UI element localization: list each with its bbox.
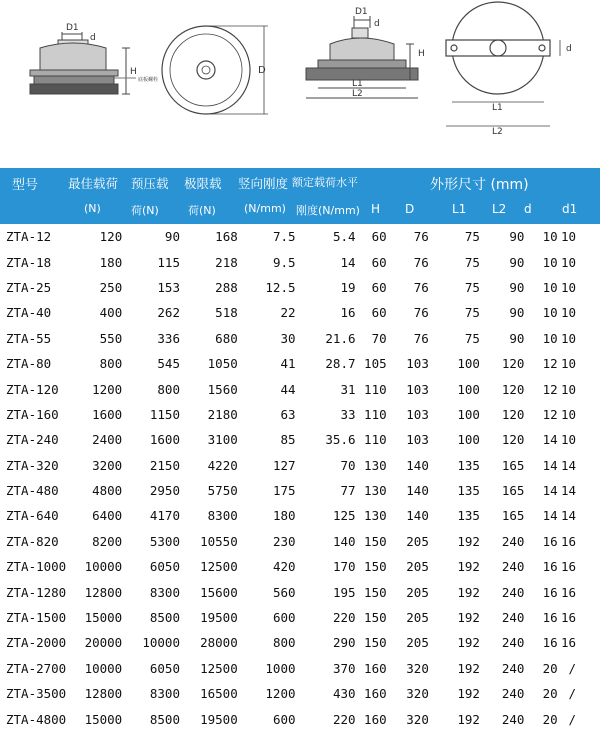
cell-preload: 2950 — [149, 483, 180, 499]
cell-d: 16 — [542, 635, 558, 651]
cell-horiz-stiffness: 31 — [340, 381, 356, 397]
cell-horiz-stiffness: 170 — [332, 559, 356, 575]
cell-h: 160 — [364, 660, 387, 676]
header-preload-unit: 荷(N) — [131, 204, 159, 217]
cell-limit-load: 15600 — [200, 584, 238, 600]
cell-horiz-stiffness: 70 — [340, 457, 356, 473]
cell-horiz-stiffness: 14 — [340, 254, 356, 270]
cell-d1: 16 — [560, 635, 576, 651]
table-row — [0, 224, 600, 249]
cell-l2: 240 — [501, 533, 525, 549]
cell-d1: / — [568, 686, 576, 702]
cell-best-load: 10000 — [84, 559, 123, 575]
cell-l1: 75 — [464, 229, 480, 245]
cell-h: 150 — [364, 610, 387, 626]
cell-d: 10 — [542, 229, 558, 245]
cell-l1: 100 — [457, 432, 480, 448]
cell-limit-load: 19500 — [200, 711, 238, 727]
side-view-1 — [30, 32, 136, 94]
cell-vert-stiffness: 63 — [280, 406, 296, 422]
cell-l1: 192 — [457, 686, 480, 702]
cell-best-load: 12800 — [84, 686, 123, 702]
top-view-2 — [446, 2, 560, 126]
cell-h: 105 — [364, 356, 387, 372]
cell-d-col: 205 — [406, 584, 429, 600]
cell-best-load: 10000 — [84, 660, 123, 676]
cell-l2: 165 — [501, 457, 525, 473]
cell-best-load: 1600 — [92, 406, 123, 422]
table-row — [0, 656, 600, 681]
cell-h: 70 — [371, 330, 387, 346]
header-vert-stiffness-unit: (N/mm) — [244, 202, 286, 215]
cell-d-col: 76 — [413, 279, 429, 295]
cell-h: 150 — [364, 533, 387, 549]
cell-d1: 10 — [560, 254, 576, 270]
header-h: H — [371, 202, 381, 216]
cell-preload: 8300 — [149, 584, 180, 600]
cell-best-load: 180 — [99, 254, 123, 270]
cell-h: 60 — [371, 279, 387, 295]
label-h-2: H — [418, 49, 425, 59]
cell-l2: 240 — [501, 610, 525, 626]
cell-best-load: 550 — [99, 330, 123, 346]
cell-l2: 240 — [501, 559, 525, 575]
cell-d1: 10 — [560, 432, 576, 448]
cell-l2: 165 — [501, 483, 525, 499]
cell-limit-load: 518 — [215, 305, 238, 321]
cell-vert-stiffness: 230 — [272, 533, 296, 549]
cell-vert-stiffness: 560 — [272, 584, 296, 600]
cell-vert-stiffness: 800 — [272, 635, 296, 651]
cell-l2: 240 — [501, 711, 525, 727]
label-l1-4: L1 — [492, 103, 503, 113]
cell-limit-load: 8300 — [207, 508, 238, 524]
cell-model: ZTA-18 — [6, 254, 52, 270]
cell-d1: 10 — [560, 305, 576, 321]
cell-best-load: 12800 — [84, 584, 123, 600]
cell-model: ZTA-80 — [6, 356, 52, 372]
cell-horiz-stiffness: 290 — [332, 635, 356, 651]
cell-h: 110 — [364, 432, 387, 448]
cell-limit-load: 288 — [215, 279, 238, 295]
cell-preload: 6050 — [149, 660, 180, 676]
cell-preload: 1600 — [149, 432, 180, 448]
cell-l2: 240 — [501, 660, 525, 676]
cell-d: 16 — [542, 584, 558, 600]
cell-model: ZTA-120 — [6, 381, 59, 397]
cell-horiz-stiffness: 5.4 — [332, 229, 356, 245]
cell-d: 14 — [542, 483, 558, 499]
table-row — [0, 275, 600, 300]
cell-d1: 14 — [560, 508, 576, 524]
cell-vert-stiffness: 1200 — [265, 686, 296, 702]
cell-horiz-stiffness: 77 — [340, 483, 356, 499]
cell-model: ZTA-1000 — [6, 559, 67, 575]
header-horiz-stiffness-unit: 刚度(N/mm) — [296, 204, 360, 217]
cell-limit-load: 19500 — [200, 610, 238, 626]
cell-d1: 16 — [560, 610, 576, 626]
cell-h: 130 — [364, 483, 387, 499]
cell-d-col: 140 — [406, 508, 429, 524]
cell-d: 12 — [542, 356, 558, 372]
cell-l2: 120 — [501, 381, 525, 397]
cell-h: 130 — [364, 457, 387, 473]
cell-model: ZTA-320 — [6, 457, 59, 473]
header-dims-title: 外形尺寸 (mm) — [430, 177, 529, 193]
table-row — [0, 376, 600, 401]
cell-h: 160 — [364, 686, 387, 702]
header-l1: L1 — [452, 202, 467, 216]
cell-d-col: 140 — [406, 457, 429, 473]
cell-limit-load: 218 — [215, 254, 238, 270]
cell-vert-stiffness: 600 — [272, 711, 296, 727]
header-limit-load-unit: 荷(N) — [188, 204, 216, 217]
cell-preload: 6050 — [149, 559, 180, 575]
cell-preload: 153 — [157, 279, 180, 295]
cell-l1: 192 — [457, 610, 480, 626]
label-d-4: d — [566, 44, 572, 54]
cell-vert-stiffness: 9.5 — [272, 254, 296, 270]
spec-table — [0, 224, 600, 732]
table-row — [0, 453, 600, 478]
table-row — [0, 554, 600, 579]
cell-d: 12 — [542, 406, 558, 422]
table-row — [0, 300, 600, 325]
cell-d1: 10 — [560, 279, 576, 295]
cell-l2: 240 — [501, 584, 525, 600]
cell-l1: 75 — [464, 279, 480, 295]
cell-limit-load: 4220 — [207, 457, 238, 473]
cell-best-load: 250 — [99, 279, 123, 295]
label-note-1: 底板螺栓 — [138, 77, 159, 83]
cell-d1: 16 — [560, 533, 576, 549]
cell-limit-load: 16500 — [200, 686, 238, 702]
cell-horiz-stiffness: 16 — [340, 305, 356, 321]
cell-vert-stiffness: 44 — [280, 381, 296, 397]
cell-d: 20 — [542, 686, 558, 702]
cell-vert-stiffness: 175 — [272, 483, 296, 499]
cell-d1: 10 — [560, 356, 576, 372]
cell-vert-stiffness: 41 — [280, 356, 296, 372]
cell-d: 14 — [542, 508, 558, 524]
cell-l2: 120 — [501, 356, 525, 372]
cell-d: 16 — [542, 610, 558, 626]
cell-l2: 90 — [509, 254, 525, 270]
cell-model: ZTA-480 — [6, 483, 59, 499]
cell-vert-stiffness: 12.5 — [265, 279, 296, 295]
cell-horiz-stiffness: 195 — [332, 584, 356, 600]
cell-horiz-stiffness: 28.7 — [325, 356, 356, 372]
cell-vert-stiffness: 1000 — [265, 660, 296, 676]
cell-vert-stiffness: 30 — [280, 330, 296, 346]
table-row — [0, 605, 600, 630]
cell-d-col: 103 — [406, 356, 429, 372]
cell-l1: 135 — [457, 483, 480, 499]
technical-drawings — [0, 0, 600, 160]
cell-d-col: 76 — [413, 305, 429, 321]
cell-l2: 240 — [501, 686, 525, 702]
cell-d-col: 205 — [406, 533, 429, 549]
table-header — [0, 168, 600, 224]
header-best-load: 最佳载荷 — [68, 176, 119, 191]
label-d1-2: D1 — [355, 7, 368, 17]
cell-d1: 14 — [560, 457, 576, 473]
cell-d: 10 — [542, 279, 558, 295]
cell-preload: 2150 — [149, 457, 180, 473]
cell-l2: 240 — [501, 635, 525, 651]
cell-d1: 10 — [560, 330, 576, 346]
cell-best-load: 2400 — [92, 432, 123, 448]
cell-d: 20 — [542, 660, 558, 676]
cell-preload: 90 — [164, 229, 180, 245]
cell-vert-stiffness: 420 — [272, 559, 296, 575]
cell-d: 10 — [542, 305, 558, 321]
cell-h: 150 — [364, 559, 387, 575]
cell-limit-load: 1560 — [207, 381, 238, 397]
cell-l2: 90 — [509, 279, 525, 295]
label-h-1: H — [130, 67, 137, 77]
cell-d1: / — [568, 660, 576, 676]
cell-model: ZTA-3500 — [6, 686, 67, 702]
header-model: 型号 — [12, 178, 39, 193]
label-d1-1: D1 — [66, 23, 79, 33]
cell-h: 110 — [364, 381, 387, 397]
cell-preload: 4170 — [149, 508, 180, 524]
cell-horiz-stiffness: 430 — [332, 686, 356, 702]
cell-limit-load: 28000 — [200, 635, 238, 651]
cell-l1: 75 — [464, 254, 480, 270]
cell-horiz-stiffness: 220 — [332, 711, 356, 727]
header-l2: L2 — [492, 202, 507, 216]
table-row — [0, 326, 600, 351]
cell-d1: 16 — [560, 584, 576, 600]
header-best-load-unit: (N) — [84, 202, 101, 215]
table-row — [0, 402, 600, 427]
table-row — [0, 503, 600, 528]
cell-best-load: 6400 — [92, 508, 123, 524]
table-row — [0, 529, 600, 554]
header-preload: 预压载 — [131, 176, 169, 191]
cell-model: ZTA-55 — [6, 330, 52, 346]
cell-horiz-stiffness: 220 — [332, 610, 356, 626]
cell-l2: 90 — [509, 330, 525, 346]
cell-l1: 135 — [457, 457, 480, 473]
cell-d1: 10 — [560, 229, 576, 245]
cell-model: ZTA-12 — [6, 229, 52, 245]
cell-d-col: 103 — [406, 406, 429, 422]
header-d: d — [524, 202, 532, 216]
cell-d-col: 76 — [413, 330, 429, 346]
cell-d-col: 320 — [406, 660, 429, 676]
table-row — [0, 249, 600, 274]
header-vert-stiffness: 竖向刚度 — [238, 176, 289, 191]
cell-model: ZTA-2700 — [6, 660, 67, 676]
label-l1-2: L1 — [352, 79, 363, 89]
cell-limit-load: 2180 — [207, 406, 238, 422]
cell-limit-load: 12500 — [200, 559, 238, 575]
cell-d-col: 205 — [406, 610, 429, 626]
header-limit-load: 极限载 — [184, 176, 222, 191]
cell-best-load: 800 — [99, 356, 123, 372]
cell-d1: / — [568, 711, 576, 727]
label-d-1: d — [90, 33, 96, 43]
spec-table-body — [0, 224, 600, 732]
label-l2-4: L2 — [492, 127, 503, 137]
cell-vert-stiffness: 85 — [280, 432, 296, 448]
cell-limit-load: 5750 — [207, 483, 238, 499]
cell-preload: 336 — [157, 330, 180, 346]
cell-best-load: 4800 — [92, 483, 123, 499]
cell-d-col: 103 — [406, 432, 429, 448]
cell-l1: 135 — [457, 508, 480, 524]
header-d-col: D — [405, 202, 415, 216]
cell-best-load: 120 — [99, 229, 123, 245]
cell-best-load: 400 — [99, 305, 123, 321]
table-row — [0, 630, 600, 655]
cell-l1: 100 — [457, 381, 480, 397]
cell-l2: 90 — [509, 305, 525, 321]
cell-horiz-stiffness: 370 — [332, 660, 356, 676]
cell-best-load: 15000 — [84, 711, 123, 727]
cell-preload: 800 — [157, 381, 180, 397]
cell-d-col: 320 — [406, 711, 429, 727]
cell-d1: 10 — [560, 381, 576, 397]
cell-d-col: 205 — [406, 635, 429, 651]
cell-best-load: 3200 — [92, 457, 123, 473]
cell-model: ZTA-1280 — [6, 584, 67, 600]
cell-l1: 100 — [457, 406, 480, 422]
cell-vert-stiffness: 22 — [280, 305, 296, 321]
table-row — [0, 427, 600, 452]
cell-h: 60 — [371, 305, 387, 321]
cell-best-load: 20000 — [84, 635, 123, 651]
cell-vert-stiffness: 7.5 — [272, 229, 296, 245]
top-view-1 — [162, 26, 268, 114]
cell-l2: 120 — [501, 432, 525, 448]
cell-h: 150 — [364, 635, 387, 651]
cell-d: 20 — [542, 711, 558, 727]
cell-best-load: 1200 — [92, 381, 123, 397]
cell-horiz-stiffness: 140 — [332, 533, 356, 549]
cell-l1: 192 — [457, 533, 480, 549]
cell-model: ZTA-240 — [6, 432, 59, 448]
cell-preload: 262 — [157, 305, 180, 321]
cell-h: 60 — [371, 254, 387, 270]
table-row — [0, 706, 600, 731]
cell-d: 14 — [542, 457, 558, 473]
cell-limit-load: 680 — [215, 330, 238, 346]
cell-best-load: 15000 — [84, 610, 123, 626]
cell-l1: 192 — [457, 584, 480, 600]
drawings-svg — [0, 0, 600, 160]
cell-d: 10 — [542, 330, 558, 346]
cell-d: 12 — [542, 381, 558, 397]
cell-d: 10 — [542, 254, 558, 270]
cell-d: 14 — [542, 432, 558, 448]
cell-preload: 8300 — [149, 686, 180, 702]
cell-l1: 75 — [464, 330, 480, 346]
cell-d1: 16 — [560, 559, 576, 575]
cell-model: ZTA-4800 — [6, 711, 67, 727]
cell-l1: 75 — [464, 305, 480, 321]
cell-horiz-stiffness: 19 — [340, 279, 356, 295]
table-row — [0, 579, 600, 604]
cell-model: ZTA-820 — [6, 533, 59, 549]
cell-horiz-stiffness: 35.6 — [325, 432, 356, 448]
cell-l2: 120 — [501, 406, 525, 422]
table-row — [0, 478, 600, 503]
header-horiz-stiffness: 额定载荷水平 — [292, 176, 358, 189]
cell-h: 150 — [364, 584, 387, 600]
cell-l1: 192 — [457, 660, 480, 676]
label-d-2: d — [374, 19, 380, 29]
cell-h: 110 — [364, 406, 387, 422]
cell-preload: 545 — [157, 356, 180, 372]
cell-d-col: 76 — [413, 229, 429, 245]
cell-best-load: 8200 — [92, 533, 123, 549]
cell-l1: 192 — [457, 711, 480, 727]
cell-l2: 90 — [509, 229, 525, 245]
cell-preload: 8500 — [149, 711, 180, 727]
cell-l1: 192 — [457, 635, 480, 651]
cell-d-col: 103 — [406, 381, 429, 397]
cell-h: 160 — [364, 711, 387, 727]
table-row — [0, 351, 600, 376]
cell-model: ZTA-160 — [6, 406, 59, 422]
cell-limit-load: 168 — [215, 229, 238, 245]
cell-model: ZTA-2000 — [6, 635, 67, 651]
cell-limit-load: 1050 — [207, 356, 238, 372]
header-d1: d1 — [562, 202, 578, 216]
label-l2-2: L2 — [352, 89, 363, 99]
table-row — [0, 681, 600, 706]
cell-d: 16 — [542, 533, 558, 549]
cell-model: ZTA-25 — [6, 279, 52, 295]
cell-limit-load: 10550 — [200, 533, 238, 549]
cell-d-col: 76 — [413, 254, 429, 270]
cell-horiz-stiffness: 125 — [332, 508, 356, 524]
cell-h: 130 — [364, 508, 387, 524]
cell-l2: 165 — [501, 508, 525, 524]
cell-horiz-stiffness: 21.6 — [325, 330, 356, 346]
cell-d-col: 140 — [406, 483, 429, 499]
cell-d1: 10 — [560, 406, 576, 422]
cell-h: 60 — [371, 229, 387, 245]
cell-d-col: 205 — [406, 559, 429, 575]
cell-model: ZTA-1500 — [6, 610, 67, 626]
cell-limit-load: 3100 — [207, 432, 238, 448]
cell-vert-stiffness: 127 — [272, 457, 296, 473]
cell-preload: 10000 — [142, 635, 180, 651]
cell-d1: 14 — [560, 483, 576, 499]
cell-preload: 5300 — [149, 533, 180, 549]
cell-l1: 100 — [457, 356, 480, 372]
cell-d: 16 — [542, 559, 558, 575]
label-D-1: D — [258, 65, 266, 76]
cell-preload: 115 — [157, 254, 180, 270]
cell-model: ZTA-640 — [6, 508, 59, 524]
cell-vert-stiffness: 180 — [272, 508, 296, 524]
cell-d-col: 320 — [406, 686, 429, 702]
cell-preload: 8500 — [149, 610, 180, 626]
cell-preload: 1150 — [149, 406, 180, 422]
cell-model: ZTA-40 — [6, 305, 52, 321]
cell-limit-load: 12500 — [200, 660, 238, 676]
cell-vert-stiffness: 600 — [272, 610, 296, 626]
cell-l1: 192 — [457, 559, 480, 575]
cell-horiz-stiffness: 33 — [340, 406, 356, 422]
